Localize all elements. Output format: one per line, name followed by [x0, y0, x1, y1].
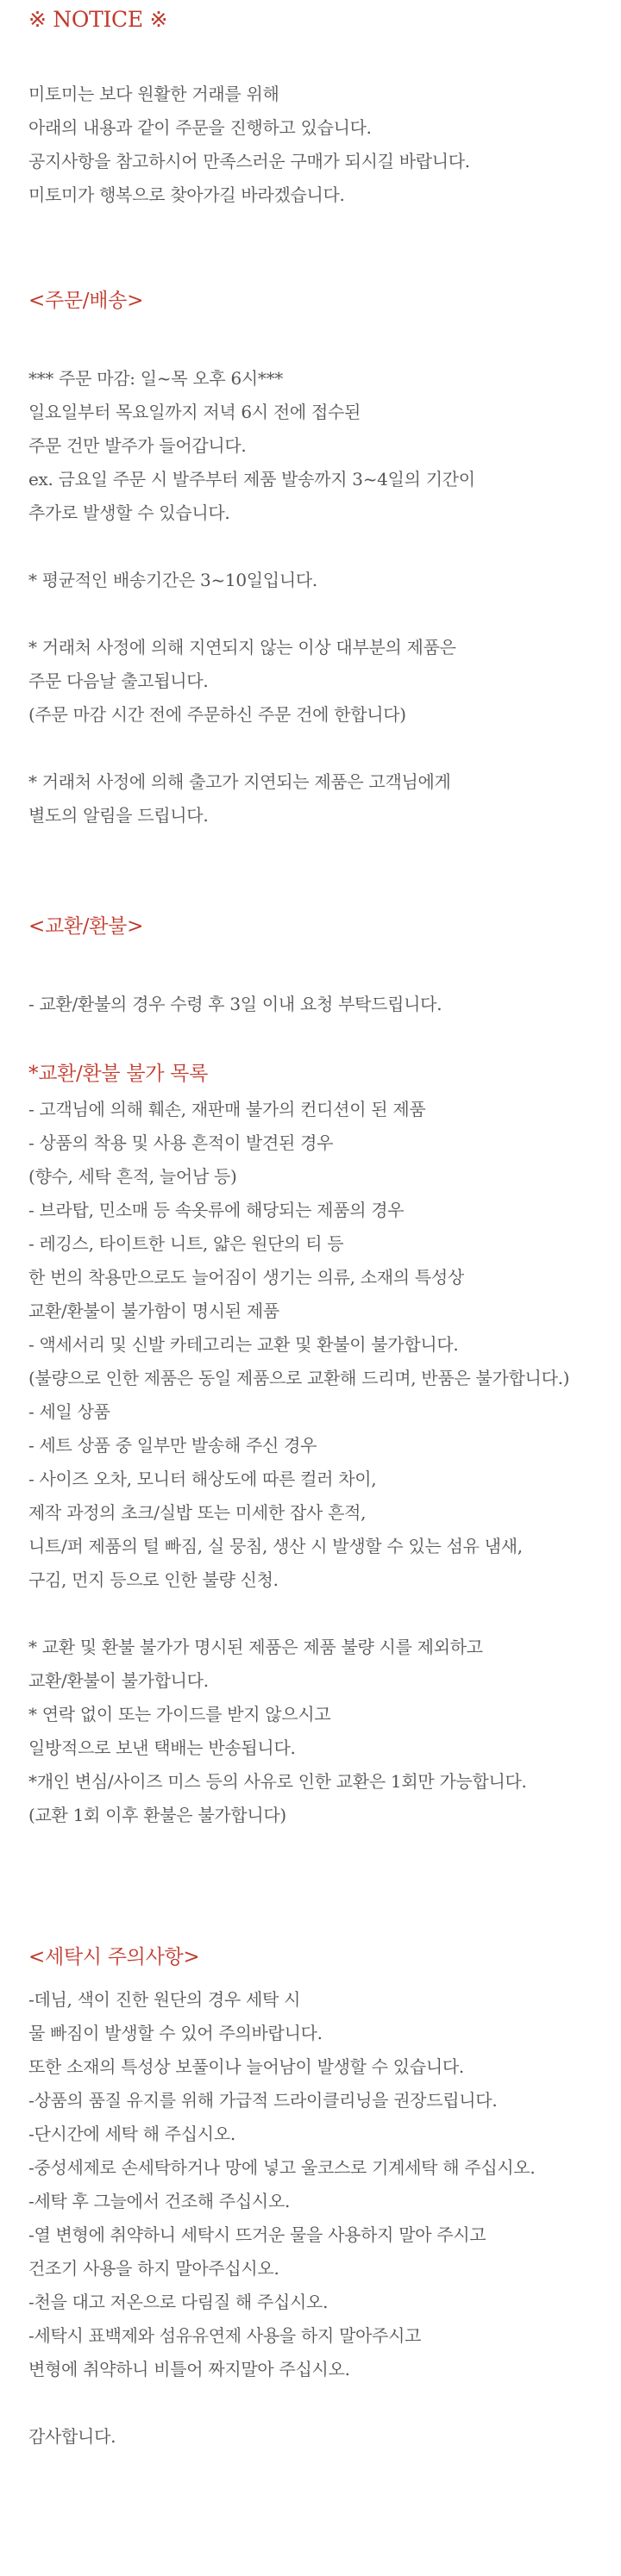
washing-line: -상품의 품질 유지를 위해 가급적 드라이클리닝을 권장드립니다. [28, 2090, 498, 2111]
washing-line: -세탁시 표백제와 섬유유연제 사용을 하지 말아주시고 [28, 2325, 422, 2346]
exchange-line: - 브라탑, 민소매 등 속옷류에 해당되는 제품의 경우 [28, 1200, 405, 1220]
exchange-line: *개인 변심/사이즈 미스 등의 사유로 인한 교환은 1회만 가능합니다. [28, 1771, 527, 1792]
exchange-line: (불량으로 인한 제품은 동일 제품으로 교환해 드리며, 반품은 불가합니다.) [28, 1368, 570, 1388]
exchange-line: 구김, 먼지 등으로 인한 불량 신청. [28, 1569, 279, 1590]
order-line: * 평균적인 배송기간은 3~10일입니다. [28, 570, 317, 590]
order-line: 추가로 발생할 수 있습니다. [28, 502, 230, 523]
exchange-line: 한 번의 착용만으로도 늘어짐이 생기는 의류, 소재의 특성상 [28, 1267, 464, 1288]
washing-line: 건조기 사용을 하지 말아주십시오. [28, 2258, 279, 2279]
washing-line: -중성세제로 손세탁하거나 망에 넣고 울코스로 기계세탁 해 주십시오. [28, 2157, 536, 2178]
order-line: ex. 금요일 주문 시 발주부터 제품 발송까지 3~4일의 기간이 [28, 469, 475, 490]
order-line: 주문 다음날 출고됩니다. [28, 671, 209, 691]
washing-line: -세탁 후 그늘에서 건조해 주십시오. [28, 2191, 291, 2211]
exchange-line: 일방적으로 보낸 택배는 반송됩니다. [28, 1737, 296, 1758]
exchange-line: * 연락 없이 또는 가이드를 받지 않으시고 [28, 1704, 331, 1725]
exchange-line: - 고객님에 의해 훼손, 재판매 불가의 컨디션이 된 제품 [28, 1099, 426, 1120]
notice-line: 공지사항을 참고하시어 만족스러운 구매가 되시길 바랍니다. [28, 151, 470, 172]
exchange-line: - 액세서리 및 신발 카테고리는 교환 및 환불이 불가합니다. [28, 1334, 459, 1355]
exchange-line: - 사이즈 오차, 모니터 해상도에 따른 컬러 차이, [28, 1469, 377, 1489]
exchange-line: * 교환 및 환불 불가가 명시된 제품은 제품 불량 시를 제외하고 [28, 1637, 483, 1657]
order-line: 주문 건만 발주가 들어갑니다. [28, 435, 247, 456]
exchange-line: (향수, 세탁 흔적, 늘어남 등) [28, 1166, 237, 1187]
exchange-line: - 레깅스, 타이트한 니트, 얇은 원단의 티 등 [28, 1233, 344, 1254]
exchange-line: - 세일 상품 [28, 1401, 110, 1422]
washing-line: -천을 대고 저온으로 다림질 해 주십시오. [28, 2292, 329, 2312]
washing-heading: <세탁시 주의사항> [28, 1946, 200, 1968]
order-line: (주문 마감 시간 전에 주문하신 주문 건에 한합니다) [28, 704, 406, 725]
exchange-line: 니트/퍼 제품의 털 빠짐, 실 뭉침, 생산 시 발생할 수 있는 섬유 냄새, [28, 1536, 523, 1556]
exchange-line: - 세트 상품 중 일부만 발송해 주신 경우 [28, 1435, 317, 1456]
exchange-line: 제작 과정의 초크/실밥 또는 미세한 잡사 흔적, [28, 1502, 367, 1523]
exchange-request-line: - 교환/환불의 경우 수령 후 3일 이내 요청 부탁드립니다. [28, 994, 442, 1014]
washing-line: -열 변형에 취약하니 세탁시 뜨거운 물을 사용하지 말아 주시고 [28, 2224, 486, 2245]
exchange-line: (교환 1회 이후 환불은 불가합니다) [28, 1805, 286, 1825]
order-line: 별도의 알림을 드립니다. [28, 805, 209, 826]
notice-line: 미토미는 보다 원활한 거래를 위해 [28, 84, 279, 104]
order-line: * 거래처 사정에 의해 출고가 지연되는 제품은 고객님에게 [28, 771, 451, 792]
washing-line: 변형에 취약하니 비틀어 짜지말아 주십시오. [28, 2359, 350, 2380]
order-shipping-heading: <주문/배송> [28, 290, 144, 312]
order-line: *** 주문 마감: 일~목 오후 6시*** [28, 368, 283, 389]
order-line: * 거래처 사정에 의해 지연되지 않는 이상 대부분의 제품은 [28, 637, 456, 658]
exchange-line: 교환/환불이 불가함이 명시된 제품 [28, 1300, 279, 1321]
order-line: 일요일부터 목요일까지 저녁 6시 전에 접수된 [28, 402, 361, 422]
notice-title: ※ NOTICE ※ [28, 7, 168, 32]
notice-line: 미토미가 행복으로 찾아가길 바라겠습니다. [28, 184, 345, 205]
exchange-line: - 상품의 착용 및 사용 흔적이 발견된 경우 [28, 1132, 334, 1153]
washing-line: 물 빠짐이 발생할 수 있어 주의바랍니다. [28, 2023, 323, 2043]
no-exchange-heading: *교환/환불 불가 목록 [28, 1063, 209, 1085]
closing-thanks: 감사합니다. [28, 2426, 116, 2447]
washing-line: -단시간에 세탁 해 주십시오. [28, 2124, 235, 2144]
washing-line: -데님, 색이 진한 원단의 경우 세탁 시 [28, 1989, 301, 2010]
exchange-refund-heading: <교환/환불> [28, 915, 144, 938]
exchange-line: 교환/환불이 불가합니다. [28, 1670, 209, 1691]
notice-line: 아래의 내용과 같이 주문을 진행하고 있습니다. [28, 117, 372, 138]
washing-line: 또한 소재의 특성상 보풀이나 늘어남이 발생할 수 있습니다. [28, 2056, 464, 2077]
